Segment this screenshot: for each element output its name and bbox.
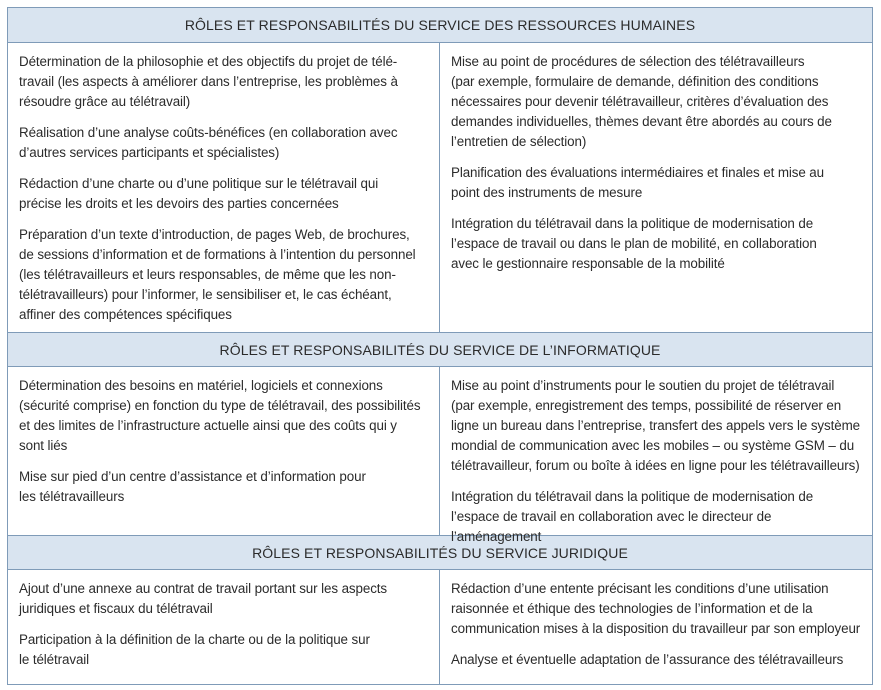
legal-right-column (440, 570, 872, 684)
legal-right-item-1: Rédaction d’une entente précisant les conditions d’une utilisation raisonnée et éthique des technologies de l’information et de la communication mises à la disposition du travailleur par son employeur (451, 581, 861, 636)
it-left-item-1: Détermination des besoins en matériel, logiciels et connexions (sécurité comprise) en fonction du type de télétravail, des possibilités et des limites de l’infrastructure actuelle ainsi que des coûts qui y sont liés (19, 378, 421, 453)
section-row-hr (8, 43, 872, 332)
legal-right-item-2: Analyse et éventuelle adaptation de l’assurance des télétravailleurs (451, 652, 844, 667)
hr-right-item-1: Mise au point de procédures de sélection des télétravailleurs (par exemple, formulaire de demande, définition des conditions nécessaires pour devenir télétravailleur, critères d’évaluation des demandes individuelles, thèmes devant être abordés au cours de l’entretien de sélection) (451, 54, 832, 149)
section-row-legal (8, 570, 872, 684)
section-header-hr: RÔLES ET RESPONSABILITÉS DU SERVICE DES RESSOURCES HUMAINES (8, 8, 872, 43)
legal-left-item-1: Ajout d’une annexe au contrat de travail portant sur les aspects juridiques et fiscaux du télétravail (19, 581, 388, 616)
it-right-item-1: Mise au point d’instruments pour le soutien du projet de télétravail (par exemple, enregistrement des temps, possibilité de réserver en ligne un bureau dans l’entreprise, transfert des appels vers le système mondial de communication avec les mobiles – ou système GSM – du télétravailleur, forum ou boîte à idées en ligne pour les télétravailleurs) (451, 378, 860, 473)
it-right-item-2: Intégration du télétravail dans la politique de modernisation de l’espace de travail en collaboration avec le directeur de (451, 489, 814, 524)
hr-right-item-2: Planification des évaluations intermédiaires et finales et mise au point des instruments de mesure (451, 165, 825, 200)
section-header-legal: RÔLES ET RESPONSABILITÉS DU SERVICE JURIDIQUE (8, 535, 872, 570)
hr-left-column (8, 43, 440, 332)
responsibilities-table (7, 7, 873, 685)
legal-left-column (8, 570, 440, 684)
it-left-item-2: Mise sur pied d’un centre d’assistance et d’information pour les télétravailleurs (19, 469, 366, 504)
hr-left-item-3: Rédaction d’une charte ou d’une politique sur le télétravail qui précise les droits et les devoirs des parties concernées (19, 176, 379, 211)
hr-left-item-4: Préparation d’un texte d’introduction, de pages Web, de brochures, de sessions d’information et de formations à l’intention du personnel (les télétravailleurs et leurs responsables, de même que les non- télétravailleurs) pour l’informer, le sensibiliser et, le cas échéant, affiner des compétences spécifiques (19, 227, 416, 322)
hr-right-item-3: Intégration du télétravail dans la politique de modernisation de l’espace de travail ou dans le plan de mobilité, en collaboration avec le gestionnaire responsable de la mobilité (451, 216, 817, 271)
section-header-it: RÔLES ET RESPONSABILITÉS DU SERVICE DE L’INFORMATIQUE (8, 332, 872, 367)
hr-right-column (440, 43, 872, 332)
hr-left-item-2: Réalisation d’une analyse coûts-bénéfices (en collaboration avec d’autres services participants et spécialistes) (19, 125, 398, 160)
it-right-column (440, 367, 872, 535)
legal-left-item-2: Participation à la définition de la charte ou de la politique sur le télétravail (19, 632, 370, 667)
it-left-column (8, 367, 440, 535)
hr-left-item-1: Détermination de la philosophie et des objectifs du projet de télé- travail (les aspects à améliorer dans l’entreprise, les problèmes à résoudre grâce au télétravail) (19, 54, 398, 109)
section-row-it (8, 367, 872, 535)
